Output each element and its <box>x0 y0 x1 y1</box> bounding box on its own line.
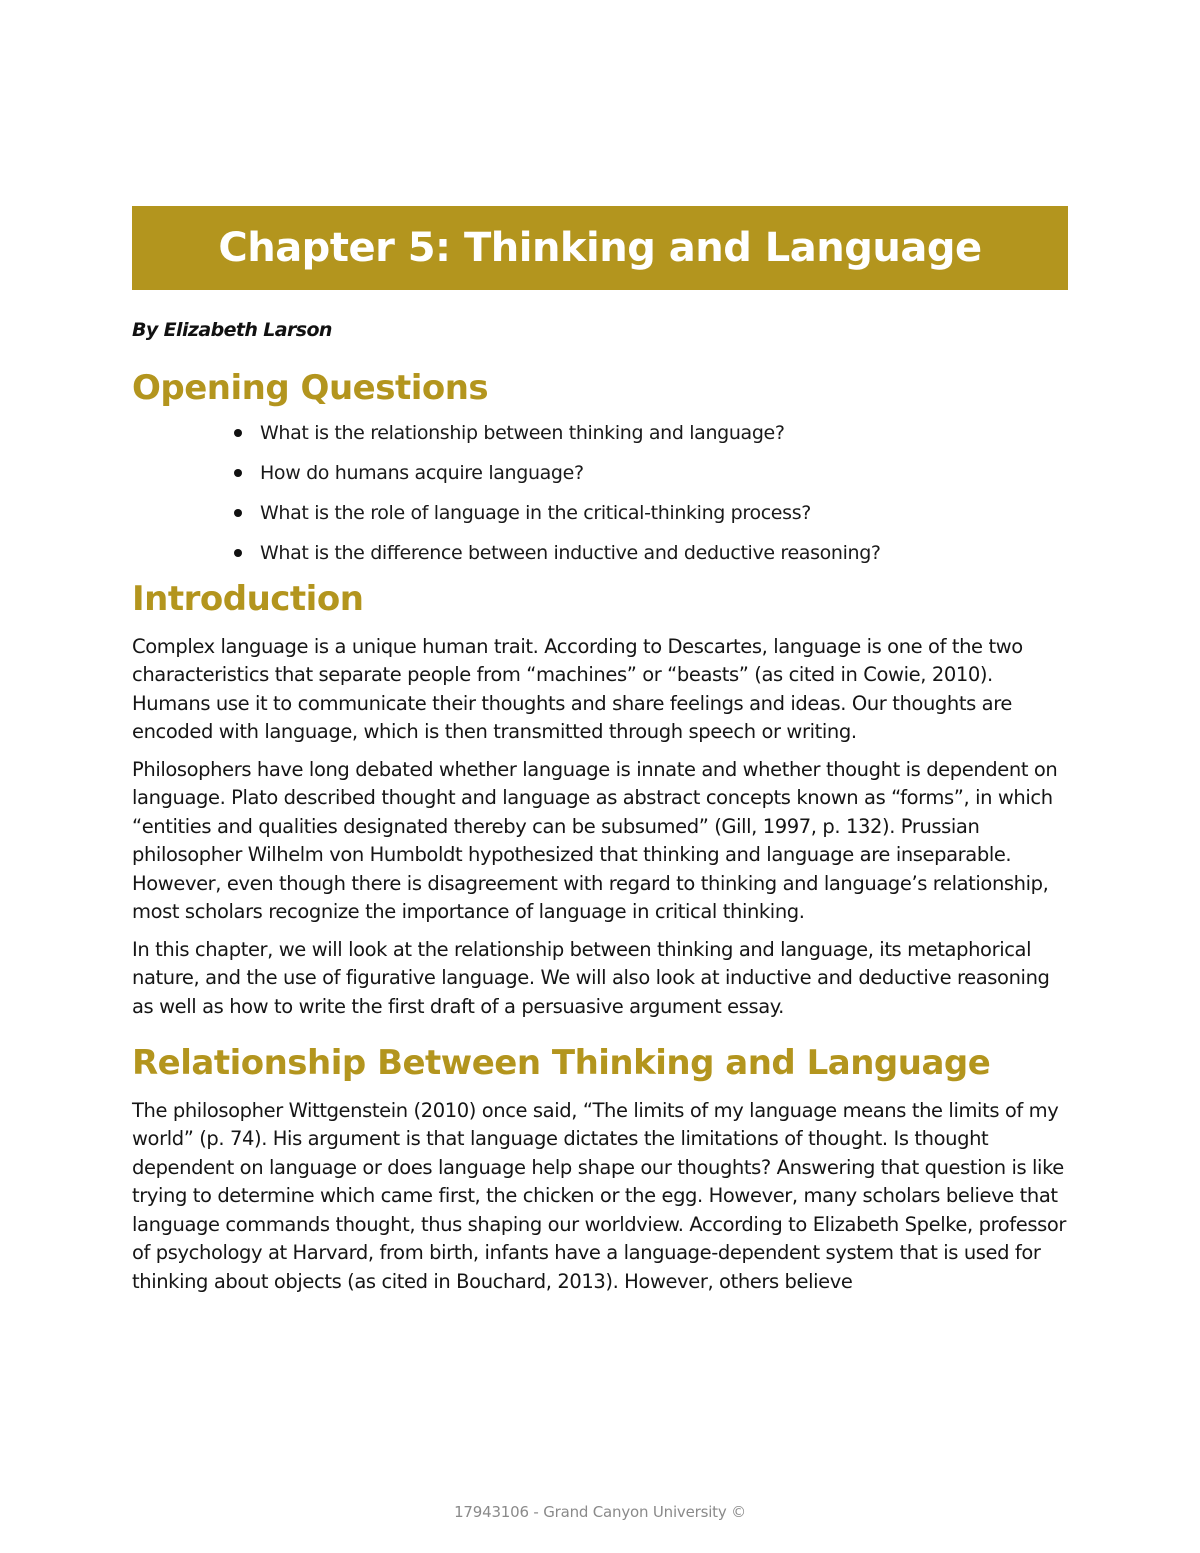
author-byline: By Elizabeth Larson <box>132 319 332 341</box>
chapter-banner <box>132 206 1068 290</box>
bullet-icon <box>234 469 242 477</box>
paragraph: Philosophers have long debated whether language is innate and whether thought is dependent on language. Plato described thought and language as abstract concepts known as “forms”, in which “entities and qualities designated thereby can be subsumed” (Gill, 1997, p. 132). Prussian philosopher Wilhelm von Humboldt hypothesized that thinking and language are inseparable. However, even though there is disagreement with regard to thinking and language’s relationship, most scholars recognize the importance of language in critical thinking. <box>132 757 1058 924</box>
relationship-body <box>132 1097 1068 1297</box>
question-text: What is the difference between inductive and deductive reasoning? <box>260 542 881 565</box>
list-item <box>232 419 1068 447</box>
chapter-title: Chapter 5: Thinking and Language <box>218 225 982 271</box>
list-item <box>232 499 1068 527</box>
question-text: What is the role of language in the critical-thinking process? <box>260 502 811 525</box>
opening-questions-list <box>132 419 1068 567</box>
bullet-icon <box>234 549 242 557</box>
page-footer: 17943106 - Grand Canyon University © <box>454 1503 746 1521</box>
paragraph: Complex language is a unique human trait. According to Descartes, language is one of the two characteristics that separate people from “machines” or “beasts” (as cited in Cowie, 2010). Humans use it to communicate their thoughts and share feelings and ideas. Our thoughts are encoded with language, which is then transmitted through speech or writing. <box>132 634 1023 744</box>
question-text: What is the relationship between thinking and language? <box>260 422 785 445</box>
introduction-body <box>132 633 1068 1022</box>
paragraph: The philosopher Wittgenstein (2010) once said, “The limits of my language means the limits of my world” (p. 74). His argument is that language dictates the limitations of thought. Is thought dependent on language or does language help shape our thoughts? Answering that question is like trying to determine which came first, the chicken or the egg. However, many scholars believe that language commands thought, thus shaping our worldview. According to Elizabeth Spelke, professor of psychology at Harvard, from birth, infants have a language-dependent system that is used for thinking about objects (as cited in Bouchard, 2013). However, others believe <box>132 1098 1067 1293</box>
relationship-heading: Relationship Between Thinking and Language <box>132 1043 991 1084</box>
list-item <box>232 539 1068 567</box>
question-text: How do humans acquire language? <box>260 462 584 485</box>
bullet-icon <box>234 429 242 437</box>
document-page <box>132 206 1068 1305</box>
bullet-icon <box>234 509 242 517</box>
opening-questions-heading: Opening Questions <box>132 368 489 408</box>
introduction-heading: Introduction <box>132 579 364 620</box>
paragraph: In this chapter, we will look at the relationship between thinking and language, its metaphorical nature, and the use of figurative language. We will also look at inductive and deductive reasoning as well as how to write the first draft of a persuasive argument essay. <box>132 937 1050 1018</box>
list-item <box>232 459 1068 487</box>
